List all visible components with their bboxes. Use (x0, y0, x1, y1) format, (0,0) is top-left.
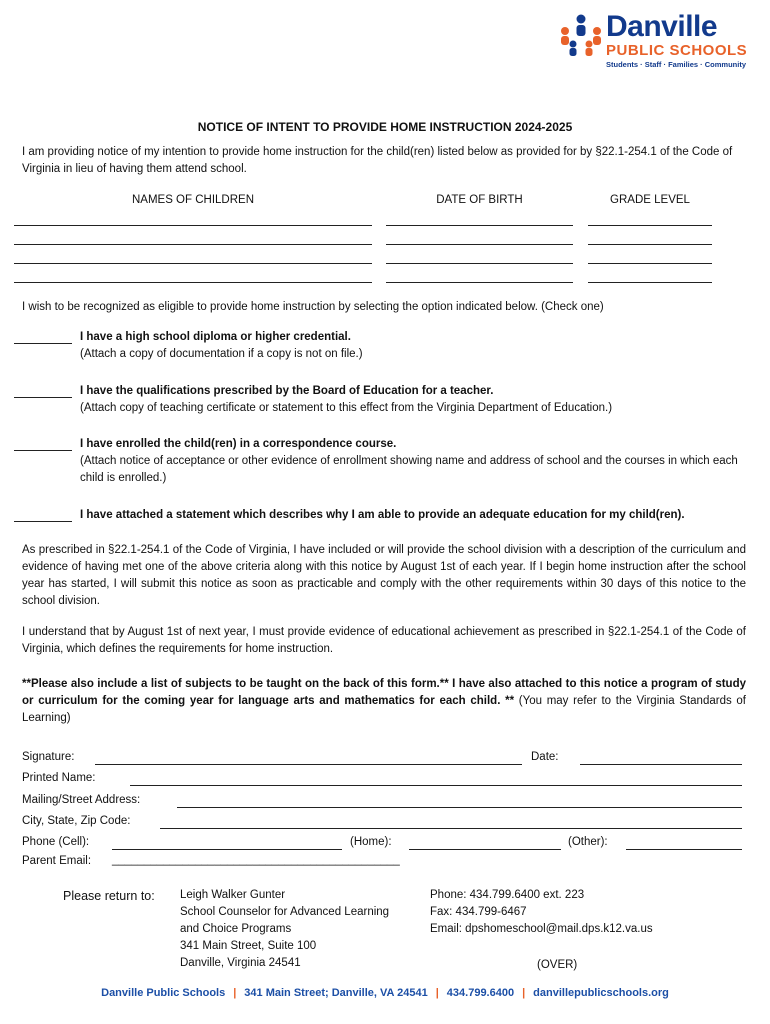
signature-field[interactable] (95, 764, 522, 765)
logo-people-icon (558, 12, 604, 58)
child-dob-line-3[interactable] (386, 263, 573, 264)
header-names: NAMES OF CHILDREN (131, 194, 255, 206)
paragraph-subjects-normal: (You may refer to the Virginia Standards of Learning) (22, 695, 747, 724)
header-grade: GRADE LEVEL (610, 194, 690, 206)
return-phone: Phone: 434.799.6400 ext. 223 (430, 889, 585, 901)
child-dob-line-1[interactable] (386, 225, 573, 226)
city-state-zip-label: City, State, Zip Code: (22, 815, 131, 827)
return-contact (430, 887, 653, 938)
child-grade-line-4[interactable] (588, 282, 712, 283)
parent-email-label: Parent Email: (22, 855, 92, 867)
option-3-title: I have enrolled the child(ren) in a correspondence course. (80, 438, 397, 450)
return-address-line: and Choice Programs (180, 923, 292, 935)
return-address-line: Danville, Virginia 24541 (180, 957, 301, 969)
over-note: (OVER) (537, 959, 578, 971)
child-name-line-2[interactable] (14, 244, 372, 245)
option-1-title: I have a high school diploma or higher credential. (80, 331, 351, 343)
child-dob-line-2[interactable] (386, 244, 573, 245)
footer-address: 341 Main Street; Danville, VA 24541 (244, 987, 428, 999)
header-dob: DATE OF BIRTH (436, 194, 523, 206)
return-email[interactable]: Email: dpshomeschool@mail.dps.k12.va.us (430, 923, 653, 935)
footer-separator: | (522, 987, 526, 999)
paragraph-understand: I understand that by August 1st of next year, I must provide evidence of educational achievement as prescribed in §22.1-254.1 of the Code of Virginia, which defines the requirements for home instruction. (22, 626, 746, 655)
printed-name-field[interactable] (130, 785, 742, 786)
footer-separator: | (233, 987, 237, 999)
printed-name-label: Printed Name: (22, 772, 96, 784)
footer-separator: | (435, 987, 439, 999)
option-3-checkline[interactable] (14, 450, 72, 451)
option-1-checkline[interactable] (14, 343, 72, 344)
option-1-note: (Attach a copy of documentation if a copy is not on file.) (80, 348, 363, 360)
mailing-address-label: Mailing/Street Address: (22, 794, 141, 806)
child-grade-line-1[interactable] (588, 225, 712, 226)
phone-other-label: (Other): (568, 836, 608, 848)
phone-home-label: (Home): (350, 836, 392, 848)
date-label: Date: (531, 751, 559, 763)
phone-cell-label: Phone (Cell): (22, 836, 90, 848)
child-name-line-1[interactable] (14, 225, 372, 226)
eligibility-intro: I wish to be recognized as eligible to provide home instruction by selecting the option indicated below. (Check one) (22, 301, 604, 313)
page-title: NOTICE OF INTENT TO PROVIDE HOME INSTRUCTION 2024-2025 (197, 120, 573, 134)
option-3-note: (Attach notice of acceptance or other evidence of enrollment showing name and address of school and the courses in which each child is enrolled.) (80, 455, 738, 484)
option-2-checkline[interactable] (14, 397, 72, 398)
logo-subtitle: PUBLIC SCHOOLS (606, 42, 748, 59)
option-2-note: (Attach copy of teaching certificate or statement to this effect from the Virginia Department of Education.) (80, 402, 613, 414)
mailing-address-field[interactable] (177, 807, 742, 808)
logo-name: Danville (606, 10, 718, 43)
return-address-line: School Counselor for Advanced Learning (180, 906, 390, 918)
footer-phone: 434.799.6400 (446, 987, 515, 999)
footer-website[interactable]: danvillepublicschools.org (533, 987, 669, 999)
return-address (180, 887, 389, 972)
logo-tagline: Students · Staff · Families · Community (606, 60, 747, 69)
return-fax: Fax: 434.799-6467 (430, 906, 527, 918)
return-address-line: 341 Main Street, Suite 100 (180, 940, 317, 952)
signature-label: Signature: (22, 751, 75, 763)
parent-email-field[interactable]: _____________________________________________ (112, 854, 400, 866)
child-name-line-4[interactable] (14, 282, 372, 283)
option-4-title: I have attached a statement which describes why I am able to provide an adequate education for my child(ren). (80, 509, 685, 521)
child-grade-line-2[interactable] (588, 244, 712, 245)
phone-cell-field[interactable] (112, 849, 342, 850)
footer-org: Danville Public Schools (101, 987, 226, 999)
child-dob-line-4[interactable] (386, 282, 573, 283)
footer (0, 987, 770, 999)
paragraph-prescribed: As prescribed in §22.1-254.1 of the Code of Virginia, I have included or will provide the school division with a description of the curriculum and evidence of having met one of the above criteria along with this notice by August 1st of each year. If I begin home instruction after the school year has started, I will submit this notice as soon as practicable and comply with the other requirements within 30 days of this notice to the school division. (22, 544, 746, 607)
city-state-zip-field[interactable] (160, 828, 742, 829)
option-2-title: I have the qualifications prescribed by the Board of Education for a teacher. (80, 385, 494, 397)
phone-home-field[interactable] (409, 849, 561, 850)
intro-paragraph: I am providing notice of my intention to provide home instruction for the child(ren) listed below as provided for by §22.1-254.1 of the Code of Virginia in lieu of having them attend school. (22, 146, 733, 175)
date-field[interactable] (580, 764, 742, 765)
return-label: Please return to: (63, 889, 155, 903)
option-4-checkline[interactable] (14, 521, 72, 522)
phone-other-field[interactable] (626, 849, 742, 850)
child-grade-line-3[interactable] (588, 263, 712, 264)
return-address-line: Leigh Walker Gunter (180, 889, 286, 901)
paragraph-subjects-bold: **Please also include a list of subjects to be taught on the back of this form.** I have also attached to this notice a program of study or curriculum for the coming year for language arts and mathematics for each child. ** (22, 678, 746, 707)
child-name-line-3[interactable] (14, 263, 372, 264)
paragraph-subjects (22, 676, 746, 727)
